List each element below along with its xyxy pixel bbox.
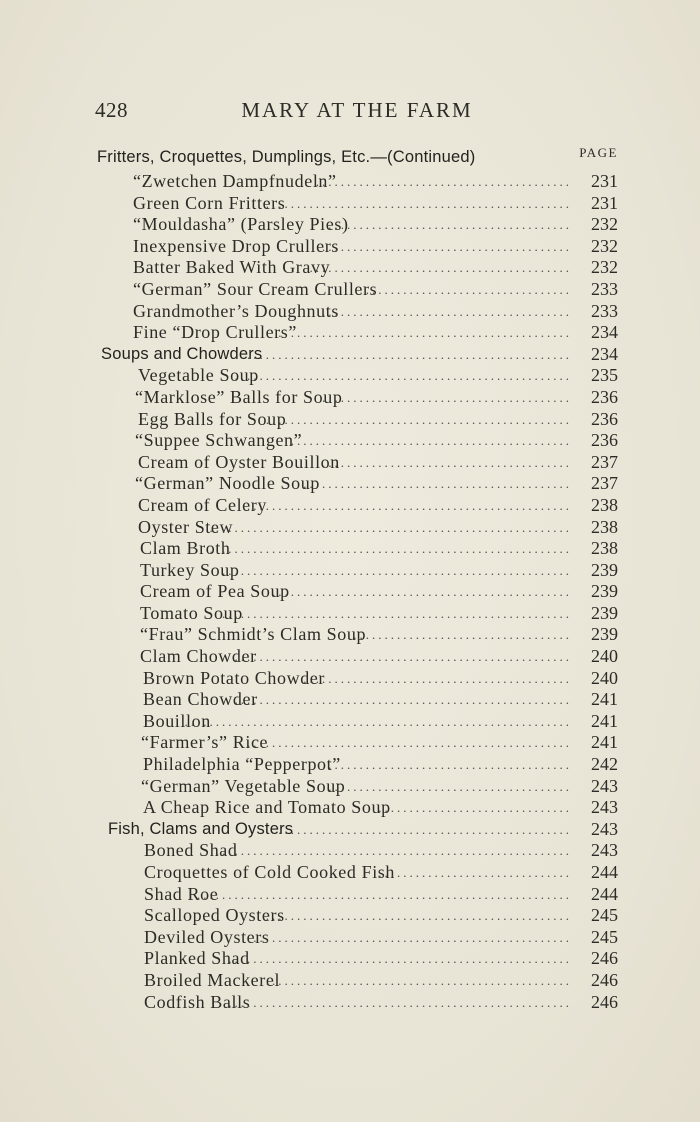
toc-entry (0, 862, 700, 884)
section-heading (0, 344, 700, 366)
dot-leader: ........................................ (322, 454, 572, 470)
entry-title: “German” Vegetable Soup (141, 775, 346, 796)
page-column-label: PAGE (579, 145, 618, 160)
page-ref: 246 (591, 991, 618, 1012)
page-ref: 239 (591, 624, 618, 645)
section-title: Fritters, Croquettes, Dumplings, Etc.—(Continued) (97, 148, 476, 166)
page-ref: 238 (591, 516, 618, 537)
toc-entry (0, 495, 700, 517)
toc-entry (0, 927, 700, 949)
page-ref: 238 (591, 538, 618, 559)
entry-title: Cream of Pea Soup (140, 581, 290, 602)
dot-leader: ............................................................ (197, 886, 572, 902)
toc-entry (0, 430, 700, 452)
toc-entry (0, 409, 700, 431)
page-ref: 236 (591, 386, 618, 407)
page-ref: 238 (591, 494, 618, 515)
page-ref: 235 (591, 365, 618, 386)
entry-title: “German” Sour Cream Crullers (133, 278, 378, 299)
toc-entry (0, 279, 700, 301)
page-header (0, 98, 700, 128)
toc-entry (0, 970, 700, 992)
dot-leader: ........................................... (303, 476, 572, 492)
section-heading (0, 819, 700, 841)
page-ref: 241 (591, 710, 618, 731)
entry-title: Bouillon (143, 710, 211, 731)
page-ref: 240 (591, 667, 618, 688)
toc-entry (0, 646, 700, 668)
entry-title: Shad Roe (144, 883, 219, 904)
entry-title: Planked Shad (144, 948, 250, 969)
dot-leader: .......................................................... (209, 519, 572, 535)
entry-title: “Marklose” Balls for Soup (135, 386, 343, 407)
entry-title: Bean Chowder (143, 689, 258, 710)
entry-title: “Frau” Schmidt’s Clam Soup (140, 624, 367, 645)
page-ref: 241 (591, 732, 618, 753)
entry-title: Fine “Drop Crullers” (133, 322, 297, 343)
dot-leader: ....................................... (328, 778, 572, 794)
page-ref: 233 (591, 300, 618, 321)
dot-leader: ....................................... (328, 217, 572, 233)
dot-leader: ................................................. (265, 195, 572, 211)
toc-entry (0, 840, 700, 862)
toc-entry (0, 668, 700, 690)
toc-entry (0, 171, 700, 193)
toc-entry (0, 452, 700, 474)
page-ref: 243 (591, 818, 618, 839)
entry-title: Tomato Soup (140, 602, 243, 623)
page-ref: 244 (591, 883, 618, 904)
dot-leader: .................................................... (247, 735, 572, 751)
toc-entry (0, 797, 700, 819)
toc-entry (0, 538, 700, 560)
entry-title: Croquettes of Cold Cooked Fish (144, 862, 395, 882)
dot-leader: ........................................ (322, 389, 572, 405)
page-ref: 234 (591, 343, 618, 364)
page-ref: 243 (591, 797, 618, 818)
section-title: Fish, Clams and Oysters (108, 819, 294, 838)
dot-leader: ...................................................... (234, 692, 572, 708)
toc-entry (0, 387, 700, 409)
dot-leader: ...................................................... (234, 368, 572, 384)
page-ref: 237 (591, 451, 618, 472)
dot-leader: ...................................................... (234, 649, 572, 665)
page-ref: 232 (591, 257, 618, 278)
page-ref: 237 (591, 473, 618, 494)
dot-leader: .............................................................. (184, 713, 572, 729)
dot-leader: ........................................ (322, 303, 572, 319)
dot-leader: .......................................... (309, 260, 572, 276)
entry-title: Deviled Oysters (144, 926, 270, 947)
table-of-contents (0, 143, 700, 1013)
dot-leader: ........................................... (303, 670, 572, 686)
toc-entry (0, 517, 700, 539)
toc-entry (0, 992, 700, 1014)
toc-entry (0, 365, 700, 387)
toc-entry (0, 473, 700, 495)
toc-entry (0, 732, 700, 754)
entry-title: Vegetable Soup (138, 365, 259, 386)
dot-leader: .......................................................... (209, 541, 572, 557)
entry-title: Boned Shad (144, 840, 238, 861)
toc-entry (0, 689, 700, 711)
dot-leader: .................................................... (247, 497, 572, 513)
dot-leader: ........................................................ (222, 605, 572, 621)
toc-entry (0, 560, 700, 582)
section-title: Soups and Chowders (101, 344, 263, 363)
page-ref: 243 (591, 775, 618, 796)
toc-entry (0, 711, 700, 733)
dot-leader: ............................................... (278, 325, 572, 341)
dot-leader: ............................... (378, 865, 572, 880)
page-ref: 245 (591, 905, 618, 926)
page-ref: 236 (591, 430, 618, 451)
dot-leader: .................................. (359, 281, 572, 297)
dot-leader: ................................................. (265, 411, 572, 427)
dot-leader: ........................................ (322, 757, 572, 773)
entry-title: Clam Broth (140, 538, 231, 559)
dot-leader: ....................................................... (228, 951, 572, 967)
entry-title: Inexpensive Drop Crullers (133, 235, 339, 256)
page-ref: 236 (591, 408, 618, 429)
running-title: MARY AT THE FARM (241, 98, 473, 122)
entry-title: Philadelphia “Pepperpot” (143, 754, 341, 775)
dot-leader: .............................................. (284, 433, 572, 449)
toc-entry (0, 603, 700, 625)
toc-entry (0, 322, 700, 344)
dot-leader: ................................................ (272, 821, 572, 837)
page-ref: 246 (591, 969, 618, 990)
toc-entry (0, 884, 700, 906)
toc-entry (0, 754, 700, 776)
toc-entry (0, 948, 700, 970)
dot-leader: .................................................. (259, 972, 572, 988)
entry-title: “Zwetchen Dampfnudeln” (133, 171, 337, 191)
dot-leader: .................................... (347, 627, 572, 643)
page-ref: 234 (591, 322, 618, 343)
entry-title: Turkey Soup (140, 559, 240, 580)
page-ref: 243 (591, 840, 618, 861)
page-ref: 232 (591, 214, 618, 235)
page-ref: 239 (591, 581, 618, 602)
page-ref: 231 (591, 192, 618, 213)
dot-leader: ........................................ (322, 238, 572, 254)
entry-title: Oyster Stew (138, 516, 234, 537)
page-number: 428 (95, 98, 128, 122)
dot-leader: ......................................................... (215, 843, 572, 859)
dot-leader: ................................................. (265, 908, 572, 924)
toc-entry (0, 214, 700, 236)
page-ref: 245 (591, 926, 618, 947)
entry-title: Batter Baked With Gravy (133, 257, 331, 278)
entry-title: Scalloped Oysters (144, 905, 285, 926)
toc-entry (0, 776, 700, 798)
page-ref: 239 (591, 559, 618, 580)
toc-entry (0, 301, 700, 323)
entry-title: “Suppee Schwangen” (135, 430, 303, 451)
toc-entry (0, 257, 700, 279)
dot-leader: ................................................ (272, 584, 572, 600)
toc-entry (0, 581, 700, 603)
page-ref: 240 (591, 646, 618, 667)
dot-leader: ....................................................... (228, 994, 572, 1010)
toc-entry (0, 193, 700, 215)
entry-title: “Mouldasha” (Parsley Pies) (133, 214, 349, 235)
entry-title: Broiled Mackerel (144, 969, 281, 990)
page-ref: 244 (591, 862, 618, 882)
entry-title: “German” Noodle Soup (135, 473, 320, 494)
page-ref: 241 (591, 689, 618, 710)
dot-leader: ......................................... (315, 174, 572, 189)
page-ref: 242 (591, 754, 618, 775)
page-ref: 231 (591, 171, 618, 191)
page-ref: 239 (591, 602, 618, 623)
page-ref: 233 (591, 278, 618, 299)
page-ref: 232 (591, 235, 618, 256)
entry-title: Cream of Celery (138, 494, 267, 515)
entry-title: Brown Potato Chowder (143, 667, 325, 688)
section-heading (0, 143, 700, 171)
entry-title: Egg Balls for Soup (138, 408, 287, 429)
dot-leader: ................................ (372, 800, 572, 816)
dot-leader: ..................................................... (240, 346, 572, 362)
entry-title: Green Corn Fritters (133, 192, 286, 213)
toc-entry (0, 905, 700, 927)
entry-title: Clam Chowder (140, 646, 257, 667)
dot-leader: .................................................... (247, 929, 572, 945)
toc-entry (0, 236, 700, 258)
entry-title: A Cheap Rice and Tomato Soup (143, 797, 391, 818)
page-ref: 246 (591, 948, 618, 969)
entry-title: “Farmer’s” Rice (141, 732, 269, 753)
entry-title: Cream of Oyster Bouillon (138, 451, 340, 472)
dot-leader: ......................................................... (215, 562, 572, 578)
toc-entry (0, 624, 700, 646)
entry-title: Grandmother’s Doughnuts (133, 300, 339, 321)
entry-title: Codfish Balls (144, 991, 251, 1012)
